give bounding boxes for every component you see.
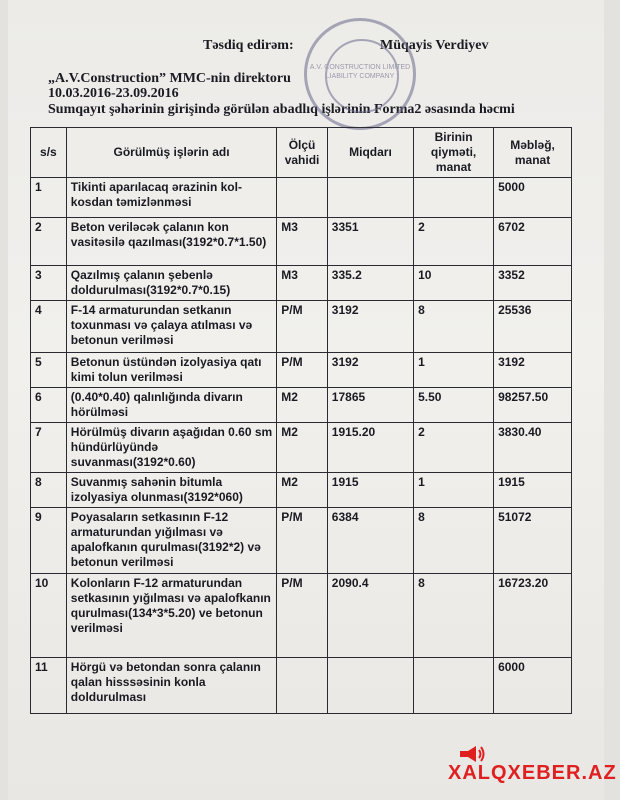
watermark-logo: [448, 742, 617, 784]
row-work-name: Hörülmüş divarın aşağıdan 0.60 sm hündürlüyündə suvanması(3192*0.60): [66, 423, 277, 473]
row-unit: M2: [277, 473, 328, 508]
row-unit-price: [414, 178, 494, 218]
row-quantity: 3351: [327, 218, 413, 266]
row-number: 4: [31, 301, 67, 353]
row-unit-price: 2: [414, 423, 494, 473]
row-amount: 16723.20: [494, 574, 572, 658]
row-quantity: 1915: [327, 473, 413, 508]
row-unit-price: 8: [414, 508, 494, 574]
row-number: 3: [31, 266, 67, 301]
table-row: [31, 423, 572, 473]
director-name: Müqayis Verdiyev: [380, 38, 489, 53]
row-quantity: 17865: [327, 388, 413, 423]
row-amount: 5000: [494, 178, 572, 218]
row-unit: M2: [277, 423, 328, 473]
date-range: 10.03.2016-23.09.2016: [48, 86, 179, 101]
row-work-name: Tikinti aparılacaq ərazinin kol-kosdan təmizlənməsi: [66, 178, 277, 218]
row-work-name: Beton veriləcək çalanın kon vasitəsilə qazılması(3192*0.7*1.50): [66, 218, 277, 266]
row-unit: M3: [277, 218, 328, 266]
row-number: 6: [31, 388, 67, 423]
row-unit: [277, 178, 328, 218]
table-row: [31, 658, 572, 714]
row-work-name: Hörgü və betondan sonra çalanın qalan hisssəsinin konla doldurulması: [66, 658, 277, 714]
row-number: 5: [31, 353, 67, 388]
column-header-unit-price: Birinin qiymәti, manat: [414, 128, 494, 178]
row-work-name: Qazılmış çalanın şebenlə doldurulması(3192*0.7*0.15): [66, 266, 277, 301]
row-amount: 3192: [494, 353, 572, 388]
row-number: 7: [31, 423, 67, 473]
company-line: „A.V.Construction” MMC-nin direktoru: [48, 71, 291, 86]
row-amount: 25536: [494, 301, 572, 353]
row-work-name: Poyasaların setkasının F-12 armaturundan yığılması və apalofkanın qurulması(3192*2) və betonun verilməsi: [66, 508, 277, 574]
table-row: [31, 266, 572, 301]
column-header-number: s/s: [31, 128, 67, 178]
row-unit: [277, 658, 328, 714]
document-page: [8, 0, 617, 800]
column-header-unit: Ölçü vahidi: [277, 128, 328, 178]
row-quantity: 3192: [327, 301, 413, 353]
table-row: [31, 388, 572, 423]
table-row: [31, 178, 572, 218]
row-quantity: 6384: [327, 508, 413, 574]
table-row: [31, 301, 572, 353]
table-row: [31, 473, 572, 508]
document-subtitle: Sumqayıt şəhərinin girişində görülən abadlıq işlərinin Forma2 əsasında həcmi: [48, 102, 515, 117]
row-unit: P/M: [277, 574, 328, 658]
row-amount: 6000: [494, 658, 572, 714]
row-quantity: 1915.20: [327, 423, 413, 473]
table-row: [31, 508, 572, 574]
watermark-text: XALQXEBER.AZ: [448, 762, 617, 784]
row-unit: P/M: [277, 353, 328, 388]
row-unit-price: [414, 658, 494, 714]
row-amount: 3830.40: [494, 423, 572, 473]
row-work-name: F-14 armaturundan setkanın toxunması və çalaya atılması və betonun verilməsi: [66, 301, 277, 353]
column-header-work-name: Görülmüş işlərin adı: [66, 128, 277, 178]
row-unit-price: 8: [414, 301, 494, 353]
column-header-amount: Məbləğ, manat: [494, 128, 572, 178]
row-unit: M2: [277, 388, 328, 423]
row-unit: P/M: [277, 301, 328, 353]
row-number: 9: [31, 508, 67, 574]
row-amount: 1915: [494, 473, 572, 508]
table-header-row: [31, 128, 572, 178]
row-quantity: 3192: [327, 353, 413, 388]
stamp-text: A.V. CONSTRUCTION LIMITED LIABILITY COMPANY: [309, 64, 411, 80]
table-row: [31, 218, 572, 266]
row-unit-price: 1: [414, 353, 494, 388]
megaphone-icon: [456, 744, 486, 764]
row-quantity: [327, 178, 413, 218]
row-work-name: Betonun üstündən izolyasiya qatı kimi tolun verilməsi: [66, 353, 277, 388]
row-quantity: 2090.4: [327, 574, 413, 658]
row-work-name: Kolonların F-12 armaturundan setkasının yığılması və apalofkanın qurulması(134*3*5.20) ve betonun verilməsi: [66, 574, 277, 658]
row-quantity: 335.2: [327, 266, 413, 301]
row-unit-price: 10: [414, 266, 494, 301]
row-number: 10: [31, 574, 67, 658]
row-quantity: [327, 658, 413, 714]
row-amount: 6702: [494, 218, 572, 266]
table-row: [31, 574, 572, 658]
row-amount: 3352: [494, 266, 572, 301]
approval-label: Təsdiq edirəm:: [203, 38, 294, 53]
row-amount: 98257.50: [494, 388, 572, 423]
row-number: 2: [31, 218, 67, 266]
row-work-name: Suvanmış sahənin bitumla izolyasiya olunması(3192*060): [66, 473, 277, 508]
row-number: 11: [31, 658, 67, 714]
row-unit-price: 5.50: [414, 388, 494, 423]
row-unit-price: 8: [414, 574, 494, 658]
column-header-quantity: Miqdarı: [327, 128, 413, 178]
row-number: 1: [31, 178, 67, 218]
row-amount: 51072: [494, 508, 572, 574]
table-row: [31, 353, 572, 388]
row-number: 8: [31, 473, 67, 508]
row-unit-price: 2: [414, 218, 494, 266]
row-work-name: (0.40*0.40) qalınlığında divarın hörülməsi: [66, 388, 277, 423]
row-unit: M3: [277, 266, 328, 301]
row-unit: P/M: [277, 508, 328, 574]
company-stamp: [304, 18, 416, 130]
works-table: [30, 127, 572, 714]
row-unit-price: 1: [414, 473, 494, 508]
